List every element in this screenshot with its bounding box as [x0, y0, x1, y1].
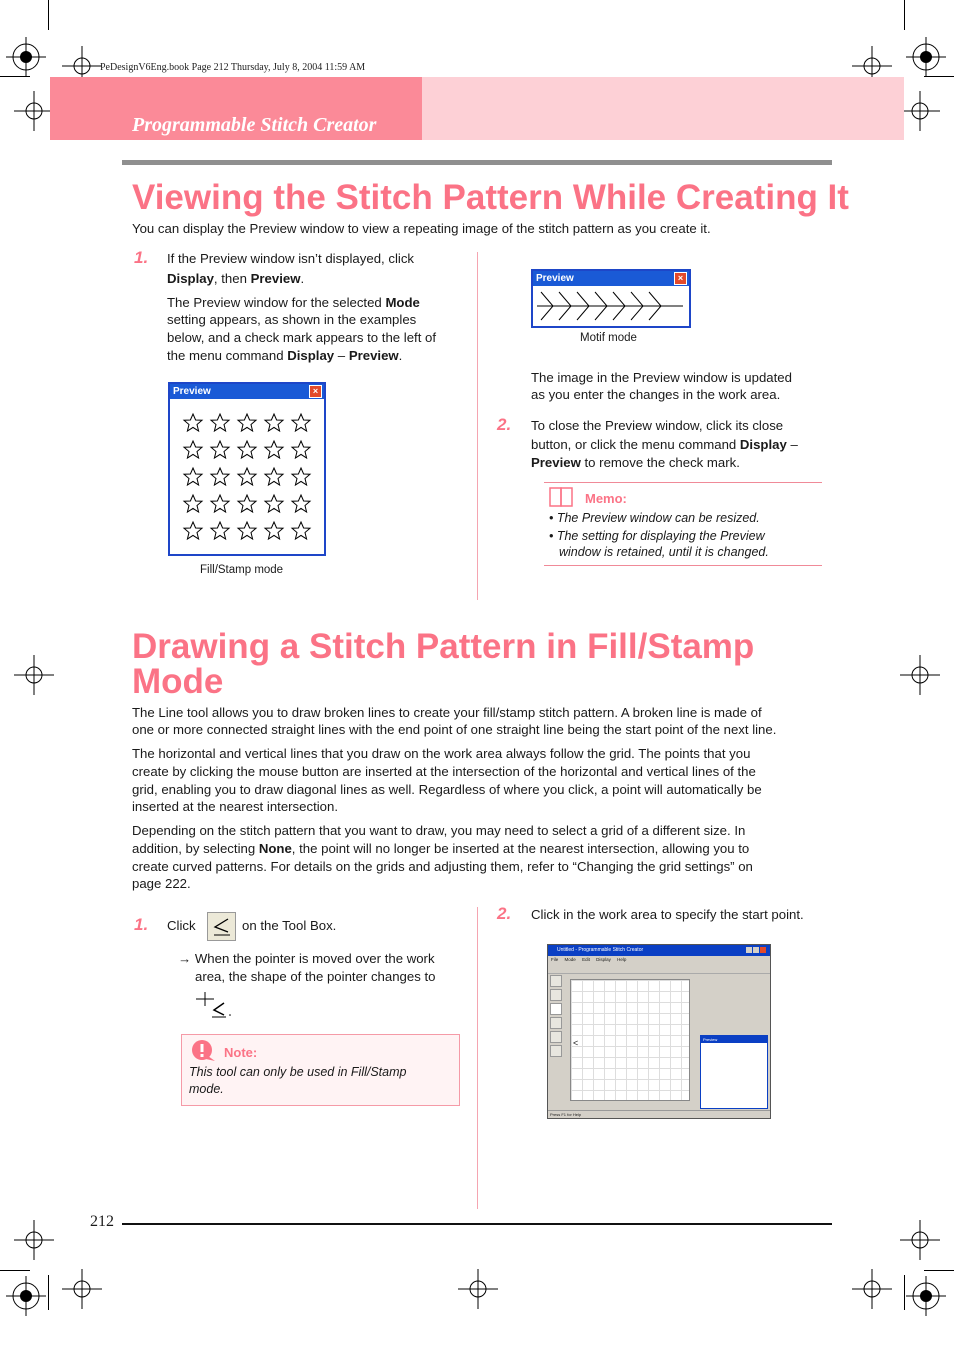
star-motif	[292, 441, 310, 458]
note-icon	[190, 1040, 216, 1062]
crop-line	[924, 1270, 954, 1271]
crosshair-mark-top-left	[14, 91, 54, 131]
menu-display[interactable]: Display	[596, 957, 611, 962]
motif-preview-titlebar	[533, 271, 689, 286]
s2-p3-line4: page 222.	[132, 876, 191, 891]
motif-preview-title: Preview	[536, 273, 574, 284]
crosshair-mark-bottom-right	[900, 1220, 940, 1260]
line-tool-icon[interactable]	[207, 912, 236, 941]
app-toolbar	[548, 964, 770, 974]
memo-bottom-rule	[544, 565, 822, 566]
step2-line1: To close the Preview window, click its close	[531, 418, 784, 433]
star-motif	[184, 441, 202, 458]
s2-step1-rest: on the Tool Box.	[242, 918, 337, 933]
app-menubar	[548, 956, 770, 964]
section2-title-line2: Mode	[132, 662, 224, 701]
update-text-line2: as you enter the changes in the work area.	[531, 387, 781, 402]
star-motif	[238, 468, 256, 485]
app-titlebar	[548, 945, 770, 956]
fill-caption: Fill/Stamp mode	[200, 564, 284, 576]
bottom-rule	[122, 1223, 832, 1225]
line-pointer-cursor: <	[573, 1038, 579, 1048]
star-motif	[211, 468, 229, 485]
crosshair-mark-bottom-a	[62, 1269, 102, 1309]
menu-file[interactable]: File	[551, 957, 559, 962]
app-screenshot	[547, 944, 771, 1119]
crop-line	[0, 1270, 30, 1271]
mini-preview-titlebar	[701, 1036, 767, 1043]
star-motif	[265, 441, 283, 458]
memo-top-rule	[544, 482, 822, 483]
section1-intro: You can display the Preview window to view a repeating image of the stitch pattern as you create it.	[132, 221, 711, 236]
motif-arrow-pattern	[533, 286, 689, 324]
registration-mark-bottom-right-circle	[906, 1276, 946, 1316]
s2-p1-line2: one or more connected straight lines with the end point of one straight line being the start point of the next line.	[132, 722, 777, 737]
step2-line2: button, or click the menu command Display –	[531, 437, 798, 452]
star-motif	[292, 522, 310, 539]
fill-preview-titlebar	[170, 384, 324, 399]
star-motif	[265, 414, 283, 431]
crosshair-mark-bottom-center	[458, 1269, 498, 1309]
close-icon[interactable]: ×	[674, 272, 687, 285]
star-motif	[184, 522, 202, 539]
star-motif	[211, 414, 229, 431]
page-number: 212	[90, 1213, 114, 1230]
star-motif	[265, 495, 283, 512]
registration-mark-bottom-left-circle	[6, 1276, 46, 1316]
app-toolbox	[550, 975, 562, 1055]
step2-number: 2.	[497, 415, 512, 434]
crosshair-mark-mid-left	[14, 655, 54, 695]
close-icon[interactable]: ×	[309, 385, 322, 398]
star-motif	[265, 522, 283, 539]
star-motif	[238, 495, 256, 512]
step2-line3: Preview to remove the check mark.	[531, 455, 740, 470]
status-text: Press F1 for Help	[550, 1112, 582, 1117]
menu-edit[interactable]: Edit	[582, 957, 590, 962]
memo-item: window is retained, until it is changed.	[559, 545, 769, 559]
fill-preview-title: Preview	[173, 386, 211, 397]
note-title: Note:	[224, 1045, 258, 1060]
file-info: PeDesignV6Eng.book Page 212 Thursday, July 8, 2004 11:59 AM	[100, 62, 366, 73]
memo-title: Memo:	[585, 491, 627, 506]
star-motif	[292, 495, 310, 512]
s2-p2-line1: The horizontal and vertical lines that you draw on the work area always follow the grid. The points that you	[132, 746, 751, 761]
crop-line	[48, 1275, 49, 1310]
star-motif	[184, 414, 202, 431]
s2-step1-result-line2: area, the shape of the pointer changes to	[195, 969, 436, 984]
s2-p3-line3: create curved patterns. For details on the grids and adjusting them, refer to “Changing the grid settings” on	[132, 859, 753, 874]
star-pattern	[170, 399, 320, 549]
s2-p3-line1: Depending on the stitch pattern that you want to draw, you may need to select a grid of a different size. In	[132, 823, 746, 838]
update-text-line1: The image in the Preview window is updated	[531, 370, 792, 385]
fill-preview-window	[168, 382, 326, 556]
status-bar	[548, 1110, 771, 1118]
line-pointer-icon	[194, 990, 234, 1020]
step1-para-line2: setting appears, as shown in the examples	[167, 312, 417, 327]
column-divider	[477, 907, 478, 1209]
memo-icon	[549, 486, 575, 508]
s2-step1-result-line1: → When the pointer is moved over the work	[178, 951, 435, 966]
s2-p2-line2: create by clicking the mouse button are inserted at the intersection of the horizontal and vertical lines of the	[132, 764, 756, 779]
step1-line1: If the Preview window isn’t displayed, click	[167, 251, 415, 266]
step1-para-line1: The Preview window for the selected Mode	[167, 295, 420, 310]
s2-step2-number: 2.	[497, 904, 512, 923]
crosshair-mark-mid-right	[900, 655, 940, 695]
step1-para-line3: below, and a check mark appears to the left of	[167, 330, 437, 345]
preview-keyword: Preview	[250, 271, 301, 286]
s2-step1-number: 1.	[134, 915, 149, 934]
crop-line	[0, 76, 30, 77]
star-motif	[292, 414, 310, 431]
work-area[interactable]	[570, 979, 690, 1101]
crop-line	[904, 1275, 905, 1310]
step1-para-line4: the menu command Display – Preview.	[167, 348, 403, 363]
display-keyword: Display	[167, 271, 214, 286]
app-title: Untitled - Programmable Stitch Creator	[557, 947, 644, 953]
note-line2: mode.	[189, 1082, 224, 1096]
column-divider	[477, 252, 478, 600]
s2-p1-line1: The Line tool allows you to draw broken lines to create your fill/stamp stitch pattern. A broken line is made of	[132, 705, 762, 720]
top-rule	[122, 160, 832, 165]
star-motif	[211, 495, 229, 512]
s2-p2-line3: grid, enabling you to draw diagonal lines as well. Regardless of where you click, a point will automatically be	[132, 782, 762, 797]
step1-line2: Display, then Preview.	[167, 271, 305, 286]
step1-number: 1.	[134, 248, 149, 267]
motif-caption: Motif mode	[580, 332, 637, 344]
registration-mark-top-left-circle	[6, 37, 46, 77]
menu-mode[interactable]: Mode	[564, 957, 576, 962]
memo-item: • The setting for displaying the Preview	[549, 529, 765, 543]
menu-help[interactable]: Help	[617, 957, 627, 962]
s2-p2-line4: inserted at the nearest intersection.	[132, 799, 338, 814]
crosshair-mark-bottom-b	[852, 1269, 892, 1309]
motif-preview-window	[531, 269, 691, 328]
memo-item: • The Preview window can be resized.	[549, 511, 760, 525]
star-motif	[184, 468, 202, 485]
star-motif	[211, 441, 229, 458]
s2-step1-click: Click	[167, 918, 196, 933]
crosshair-mark-top-right	[900, 91, 940, 131]
crop-line	[904, 0, 905, 30]
crop-line	[48, 0, 49, 30]
section2-title-line1: Drawing a Stitch Pattern in Fill/Stamp	[132, 627, 755, 666]
s2-p3-line2: addition, by selecting None, the point will no longer be inserted at the nearest intersection, allowing you to	[132, 841, 750, 856]
crop-line	[924, 76, 954, 77]
mini-preview-window	[700, 1035, 768, 1109]
window-controls	[746, 947, 768, 954]
section-label: Programmable Stitch Creator	[132, 114, 377, 136]
star-motif	[265, 468, 283, 485]
note-line1: This tool can only be used in Fill/Stamp	[189, 1065, 407, 1079]
section1-title: Viewing the Stitch Pattern While Creating It	[132, 178, 849, 217]
star-motif	[238, 414, 256, 431]
star-motif	[292, 468, 310, 485]
s2-step2-text: Click in the work area to specify the start point.	[531, 907, 804, 922]
star-motif	[238, 522, 256, 539]
star-motif	[184, 495, 202, 512]
star-motif	[238, 441, 256, 458]
crosshair-mark-bottom-left	[14, 1220, 54, 1260]
star-motif	[211, 522, 229, 539]
registration-mark-top-right-circle	[906, 37, 946, 77]
mini-preview-title: Preview	[703, 1037, 718, 1042]
